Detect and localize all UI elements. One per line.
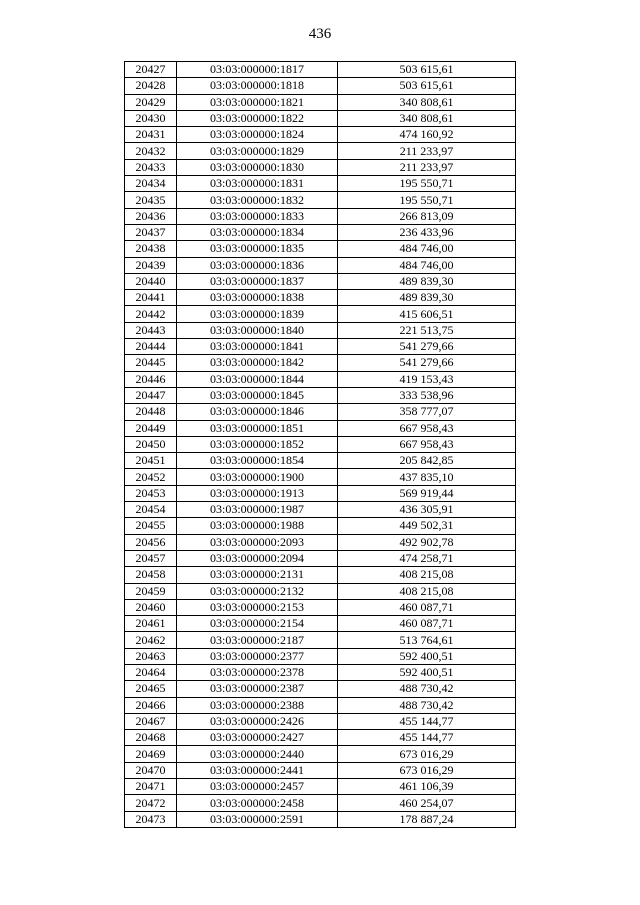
page-number: 436 [308,26,332,42]
cadastral-number-cell: 03:03:000000:2458 [177,795,338,811]
cadastral-number-cell: 03:03:000000:1841 [177,339,338,355]
row-number-cell: 20466 [125,697,177,713]
cadastral-value-cell: 436 305,91 [338,502,516,518]
table-row [125,290,516,306]
cadastral-number-cell: 03:03:000000:1817 [177,62,338,78]
cadastral-number-cell: 03:03:000000:1844 [177,371,338,387]
cadastral-value-cell: 461 106,39 [338,779,516,795]
table-row [125,387,516,403]
cadastral-number-cell: 03:03:000000:1838 [177,290,338,306]
cadastral-number-cell: 03:03:000000:2457 [177,779,338,795]
table-row [125,713,516,729]
cadastral-value-cell: 474 160,92 [338,127,516,143]
cadastral-number-cell: 03:03:000000:2094 [177,550,338,566]
table-row [125,616,516,632]
cadastral-number-cell: 03:03:000000:2132 [177,583,338,599]
table-row [125,143,516,159]
cadastral-number-cell: 03:03:000000:2153 [177,599,338,615]
cadastral-value-cell: 569 919,44 [338,485,516,501]
cadastral-value-cell: 205 842,85 [338,453,516,469]
table-row [125,583,516,599]
row-number-cell: 20427 [125,62,177,78]
row-number-cell: 20450 [125,436,177,452]
cadastral-number-cell: 03:03:000000:2387 [177,681,338,697]
cadastral-value-cell: 333 538,96 [338,387,516,403]
table-row [125,811,516,827]
cadastral-value-cell: 195 550,71 [338,192,516,208]
cadastral-value-cell: 673 016,29 [338,746,516,762]
table-row [125,469,516,485]
table-row [125,485,516,501]
cadastral-number-cell: 03:03:000000:1834 [177,224,338,240]
cadastral-number-cell: 03:03:000000:2154 [177,616,338,632]
cadastral-value-cell: 178 887,24 [338,811,516,827]
cadastral-number-cell: 03:03:000000:2441 [177,762,338,778]
cadastral-value-cell: 492 902,78 [338,534,516,550]
row-number-cell: 20462 [125,632,177,648]
table-row [125,436,516,452]
row-number-cell: 20429 [125,94,177,110]
row-number-cell: 20433 [125,159,177,175]
cadastral-number-cell: 03:03:000000:1832 [177,192,338,208]
row-number-cell: 20443 [125,322,177,338]
cadastral-value-cell: 503 615,61 [338,78,516,94]
row-number-cell: 20430 [125,110,177,126]
table-row [125,176,516,192]
row-number-cell: 20451 [125,453,177,469]
cadastral-value-cell: 211 233,97 [338,159,516,175]
table-row [125,306,516,322]
cadastral-number-cell: 03:03:000000:1851 [177,420,338,436]
table-row [125,94,516,110]
cadastral-number-cell: 03:03:000000:1829 [177,143,338,159]
cadastral-number-cell: 03:03:000000:2378 [177,664,338,680]
cadastral-value-cell: 667 958,43 [338,436,516,452]
table-row [125,273,516,289]
cadastral-value-cell: 419 153,43 [338,371,516,387]
table-row [125,453,516,469]
table-row [125,339,516,355]
table-row [125,648,516,664]
table-row [125,632,516,648]
cadastral-number-cell: 03:03:000000:1988 [177,518,338,534]
table-row [125,795,516,811]
cadastral-value-cell: 340 808,61 [338,110,516,126]
cadastral-number-cell: 03:03:000000:1830 [177,159,338,175]
table-row [125,110,516,126]
row-number-cell: 20437 [125,224,177,240]
row-number-cell: 20472 [125,795,177,811]
cadastral-value-cell: 455 144,77 [338,713,516,729]
row-number-cell: 20440 [125,273,177,289]
cadastral-value-cell: 513 764,61 [338,632,516,648]
row-number-cell: 20461 [125,616,177,632]
row-number-cell: 20468 [125,730,177,746]
cadastral-value-cell: 541 279,66 [338,339,516,355]
table-row [125,534,516,550]
row-number-cell: 20444 [125,339,177,355]
row-number-cell: 20457 [125,550,177,566]
row-number-cell: 20454 [125,502,177,518]
table-row [125,502,516,518]
row-number-cell: 20456 [125,534,177,550]
row-number-cell: 20473 [125,811,177,827]
table-body [125,62,516,828]
table-row [125,371,516,387]
table-row [125,192,516,208]
cadastral-value-cell: 592 400,51 [338,648,516,664]
cadastral-value-cell: 667 958,43 [338,420,516,436]
cadastral-number-cell: 03:03:000000:1840 [177,322,338,338]
row-number-cell: 20465 [125,681,177,697]
table-row [125,78,516,94]
cadastral-number-cell: 03:03:000000:1818 [177,78,338,94]
table-row [125,762,516,778]
table-row [125,208,516,224]
row-number-cell: 20441 [125,290,177,306]
row-number-cell: 20458 [125,567,177,583]
cadastral-value-cell: 211 233,97 [338,143,516,159]
cadastral-number-cell: 03:03:000000:1846 [177,404,338,420]
table-row [125,746,516,762]
cadastral-value-cell: 221 513,75 [338,322,516,338]
cadastral-number-cell: 03:03:000000:2187 [177,632,338,648]
cadastral-value-cell: 449 502,31 [338,518,516,534]
row-number-cell: 20459 [125,583,177,599]
cadastral-value-cell: 408 215,08 [338,567,516,583]
cadastral-number-cell: 03:03:000000:1852 [177,436,338,452]
row-number-cell: 20442 [125,306,177,322]
table-row [125,62,516,78]
row-number-cell: 20446 [125,371,177,387]
row-number-cell: 20455 [125,518,177,534]
table-row [125,567,516,583]
cadastral-value-cell: 460 087,71 [338,616,516,632]
row-number-cell: 20469 [125,746,177,762]
row-number-cell: 20453 [125,485,177,501]
row-number-cell: 20435 [125,192,177,208]
row-number-cell: 20470 [125,762,177,778]
cadastral-value-cell: 488 730,42 [338,681,516,697]
cadastral-value-cell: 503 615,61 [338,62,516,78]
cadastral-number-cell: 03:03:000000:1987 [177,502,338,518]
cadastral-value-cell: 488 730,42 [338,697,516,713]
cadastral-number-cell: 03:03:000000:2427 [177,730,338,746]
cadastral-value-cell: 266 813,09 [338,208,516,224]
cadastral-number-cell: 03:03:000000:2440 [177,746,338,762]
cadastral-number-cell: 03:03:000000:1822 [177,110,338,126]
cadastral-value-cell: 484 746,00 [338,241,516,257]
cadastral-value-cell: 474 258,71 [338,550,516,566]
cadastral-value-cell: 408 215,08 [338,583,516,599]
cadastral-value-cell: 484 746,00 [338,257,516,273]
row-number-cell: 20434 [125,176,177,192]
cadastral-number-cell: 03:03:000000:2377 [177,648,338,664]
table-row [125,664,516,680]
row-number-cell: 20438 [125,241,177,257]
row-number-cell: 20449 [125,420,177,436]
cadastral-value-cell: 415 606,51 [338,306,516,322]
cadastral-number-cell: 03:03:000000:1837 [177,273,338,289]
row-number-cell: 20448 [125,404,177,420]
table-row [125,599,516,615]
row-number-cell: 20436 [125,208,177,224]
cadastral-number-cell: 03:03:000000:2426 [177,713,338,729]
cadastral-value-cell: 489 839,30 [338,290,516,306]
table-row [125,127,516,143]
row-number-cell: 20447 [125,387,177,403]
row-number-cell: 20467 [125,713,177,729]
row-number-cell: 20445 [125,355,177,371]
table-row [125,159,516,175]
table-row [125,404,516,420]
table-row [125,224,516,240]
cadastral-value-cell: 489 839,30 [338,273,516,289]
row-number-cell: 20460 [125,599,177,615]
cadastral-value-cell: 437 835,10 [338,469,516,485]
table-row [125,355,516,371]
cadastral-value-cell: 236 433,96 [338,224,516,240]
cadastral-value-cell: 541 279,66 [338,355,516,371]
cadastral-value-cell: 592 400,51 [338,664,516,680]
cadastral-value-cell: 460 087,71 [338,599,516,615]
cadastral-number-cell: 03:03:000000:2093 [177,534,338,550]
cadastral-number-cell: 03:03:000000:1854 [177,453,338,469]
table-row [125,322,516,338]
cadastral-value-cell: 358 777,07 [338,404,516,420]
cadastral-number-cell: 03:03:000000:1900 [177,469,338,485]
row-number-cell: 20431 [125,127,177,143]
table-row [125,241,516,257]
row-number-cell: 20464 [125,664,177,680]
row-number-cell: 20428 [125,78,177,94]
table-row [125,779,516,795]
row-number-cell: 20452 [125,469,177,485]
cadastral-value-cell: 673 016,29 [338,762,516,778]
cadastral-number-cell: 03:03:000000:1913 [177,485,338,501]
cadastral-number-cell: 03:03:000000:1821 [177,94,338,110]
row-number-cell: 20471 [125,779,177,795]
cadastral-number-cell: 03:03:000000:1833 [177,208,338,224]
row-number-cell: 20439 [125,257,177,273]
table-row [125,257,516,273]
row-number-cell: 20432 [125,143,177,159]
table-row [125,697,516,713]
table-row [125,681,516,697]
table-row [125,518,516,534]
table-row [125,420,516,436]
cadastral-number-cell: 03:03:000000:2591 [177,811,338,827]
cadastral-value-table [124,61,516,828]
table-row [125,550,516,566]
cadastral-number-cell: 03:03:000000:1835 [177,241,338,257]
cadastral-value-cell: 460 254,07 [338,795,516,811]
cadastral-number-cell: 03:03:000000:1845 [177,387,338,403]
cadastral-number-cell: 03:03:000000:2131 [177,567,338,583]
cadastral-number-cell: 03:03:000000:2388 [177,697,338,713]
row-number-cell: 20463 [125,648,177,664]
cadastral-number-cell: 03:03:000000:1842 [177,355,338,371]
cadastral-number-cell: 03:03:000000:1836 [177,257,338,273]
cadastral-value-cell: 195 550,71 [338,176,516,192]
cadastral-number-cell: 03:03:000000:1831 [177,176,338,192]
cadastral-value-cell: 455 144,77 [338,730,516,746]
cadastral-number-cell: 03:03:000000:1824 [177,127,338,143]
cadastral-value-cell: 340 808,61 [338,94,516,110]
table-row [125,730,516,746]
cadastral-number-cell: 03:03:000000:1839 [177,306,338,322]
